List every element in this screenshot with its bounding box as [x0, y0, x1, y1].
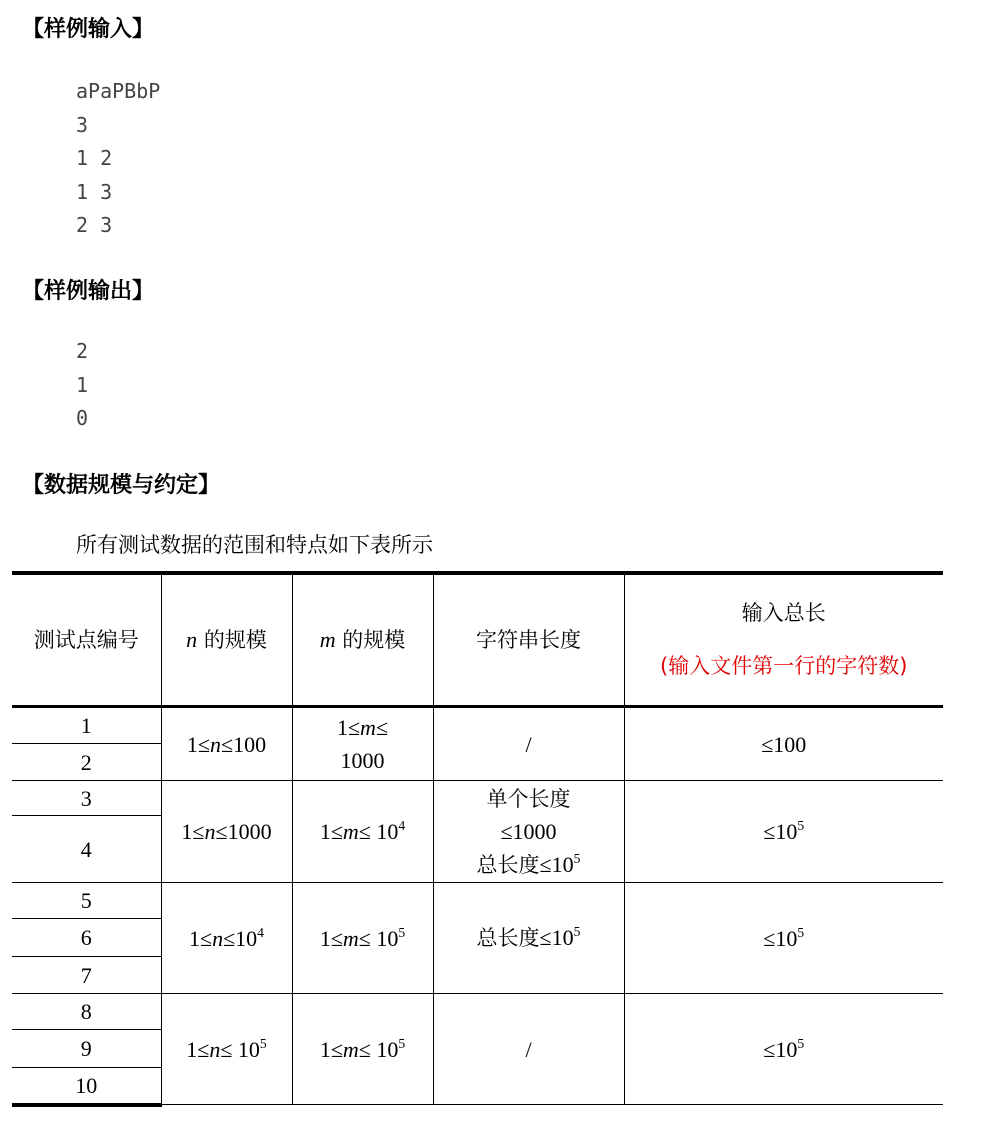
string-length-cell: 总长度$\le 10^5$ — [433, 883, 624, 994]
header-string-length: 字符串长度 — [433, 573, 624, 707]
m-scale-cell: 1≤m≤ 1000 — [292, 707, 433, 781]
test-id-cell: 9 — [12, 1030, 161, 1068]
n-scale-cell: $1\le n\le 10^4$ — [161, 883, 292, 994]
sample-input-block — [76, 75, 160, 243]
header-input-length: 输入总长 (输入文件第一行的字符数) — [624, 573, 943, 707]
n-scale-cell: $1\le n\le 10^5$ — [161, 994, 292, 1105]
string-length-cell: / — [433, 707, 624, 781]
table-header-row — [12, 573, 943, 707]
m-scale-cell: $1\le m\le 10^4$ — [292, 781, 433, 883]
sample-input-line: 2 3 — [76, 213, 113, 238]
test-id-cell: 6 — [12, 919, 161, 957]
table-row — [12, 707, 943, 744]
data-scale-heading: 【数据规模与约定】 — [22, 473, 221, 498]
test-id-cell: 1 — [12, 707, 161, 744]
header-test-id: 测试点编号 — [12, 573, 161, 707]
sample-input-line: 3 — [76, 112, 89, 137]
sample-output-line: 1 — [76, 372, 89, 397]
m-scale-cell: $1\le m\le 10^5$ — [292, 883, 433, 994]
string-length-cell: 单个长度 ≤1000 总长度$\le 10^5$ — [433, 781, 624, 883]
sample-output-block — [76, 335, 88, 436]
sample-input-line: 1 2 — [76, 146, 113, 171]
sample-input-line: aPaPBbP — [76, 79, 161, 103]
test-id-cell: 4 — [12, 816, 161, 883]
sample-output-heading: 【样例输出】 — [22, 279, 155, 304]
sample-input-heading: 【样例输入】 — [22, 17, 155, 42]
test-id-cell: 5 — [12, 883, 161, 919]
table-row — [12, 883, 943, 919]
string-length-cell: / — [433, 994, 624, 1105]
sample-output-line: 0 — [76, 406, 89, 431]
total-length-cell: $\le 10^5$ — [624, 781, 943, 883]
total-length-cell: $\le 10^5$ — [624, 883, 943, 994]
sample-input-line: 1 3 — [76, 179, 113, 204]
header-m-scale: m 的规模 — [292, 573, 433, 707]
table-row — [12, 994, 943, 1030]
header-input-length-note: (输入文件第一行的字符数) — [660, 654, 908, 678]
n-scale-cell: 1≤n≤1000 — [161, 781, 292, 883]
test-id-cell: 2 — [12, 744, 161, 781]
table-row — [12, 781, 943, 816]
sample-output-line: 2 — [76, 339, 89, 363]
total-length-cell: $\le 10^5$ — [624, 994, 943, 1105]
test-id-cell: 7 — [12, 957, 161, 994]
constraints-table — [12, 571, 943, 1107]
m-scale-cell: $1\le m\le 10^5$ — [292, 994, 433, 1105]
data-scale-intro: 所有测试数据的范围和特点如下表所示 — [76, 533, 433, 557]
test-id-cell: 10 — [12, 1068, 161, 1105]
header-n-scale: n 的规模 — [161, 573, 292, 707]
test-id-cell: 3 — [12, 781, 161, 816]
total-length-cell: ≤100 — [624, 707, 943, 781]
n-scale-cell: 1≤n≤100 — [161, 707, 292, 781]
test-id-cell: 8 — [12, 994, 161, 1030]
